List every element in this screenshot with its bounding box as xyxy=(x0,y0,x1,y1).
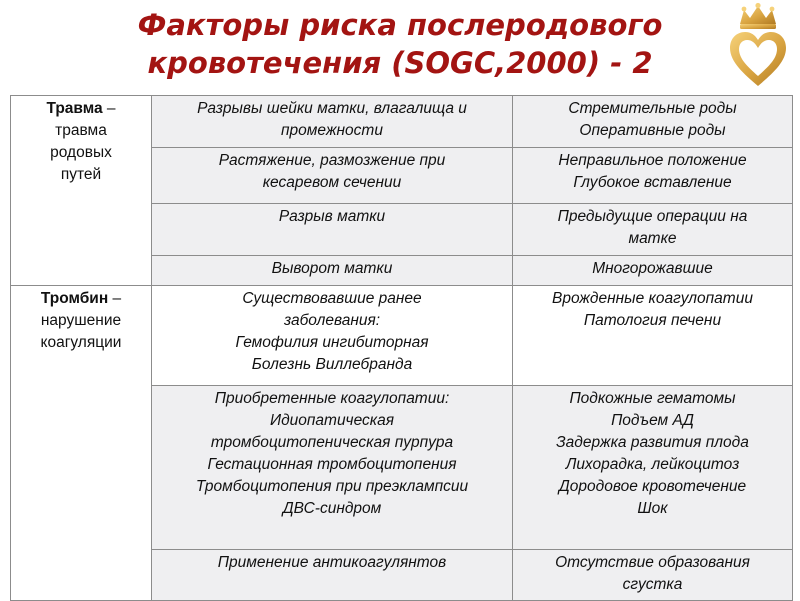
risk-factors-table xyxy=(10,95,793,601)
cause-cell: Разрывы шейки матки, влагалища и промежности xyxy=(152,96,513,148)
cause-cell: Разрыв матки xyxy=(152,204,513,256)
page-title xyxy=(70,6,730,82)
category-title: Травма xyxy=(46,100,103,117)
category-cell-thrombin: Тромбин – нарушение коагуляции xyxy=(11,286,152,601)
clinical-cell: Многорожавшие xyxy=(513,256,793,286)
cause-cell: Применение антикоагулянтов xyxy=(152,550,513,601)
clinical-cell: Отсутствие образования сгустка xyxy=(513,550,793,601)
table-row xyxy=(11,286,793,386)
table-row xyxy=(11,96,793,148)
clinical-cell: Подкожные гематомы Подъем АД Задержка развития плода Лихорадка, лейкоцитоз Дородовое кровотечение Шок xyxy=(513,386,793,550)
clinical-cell: Предыдущие операции на матке xyxy=(513,204,793,256)
clinical-cell: Врожденные коагулопатии Патология печени xyxy=(513,286,793,386)
title-line-2: кровотечения (SOGC,2000) - 2 xyxy=(147,46,653,80)
category-title: Тромбин xyxy=(40,290,109,307)
cause-cell: Растяжение, размозжение при кесаревом сечении xyxy=(152,148,513,204)
cause-cell: Приобретенные коагулопатии: Идиопатическая тромбоцитопеническая пурпура Гестационная тромбоцитопения Тромбоцитопения при преэклампсии ДВС-синдром xyxy=(152,386,513,550)
category-cell-trauma: Травма – травма родовых путей xyxy=(11,96,152,286)
title-line-1: Факторы риска послеродового xyxy=(137,8,663,42)
clinical-cell: Стремительные роды Оперативные роды xyxy=(513,96,793,148)
cause-cell: Выворот матки xyxy=(152,256,513,286)
golden-heart-crown-icon xyxy=(726,2,790,90)
clinical-cell: Неправильное положение Глубокое вставление xyxy=(513,148,793,204)
cause-cell: Существовавшие ранее заболевания: Гемофилия ингибиторная Болезнь Виллебранда xyxy=(152,286,513,386)
